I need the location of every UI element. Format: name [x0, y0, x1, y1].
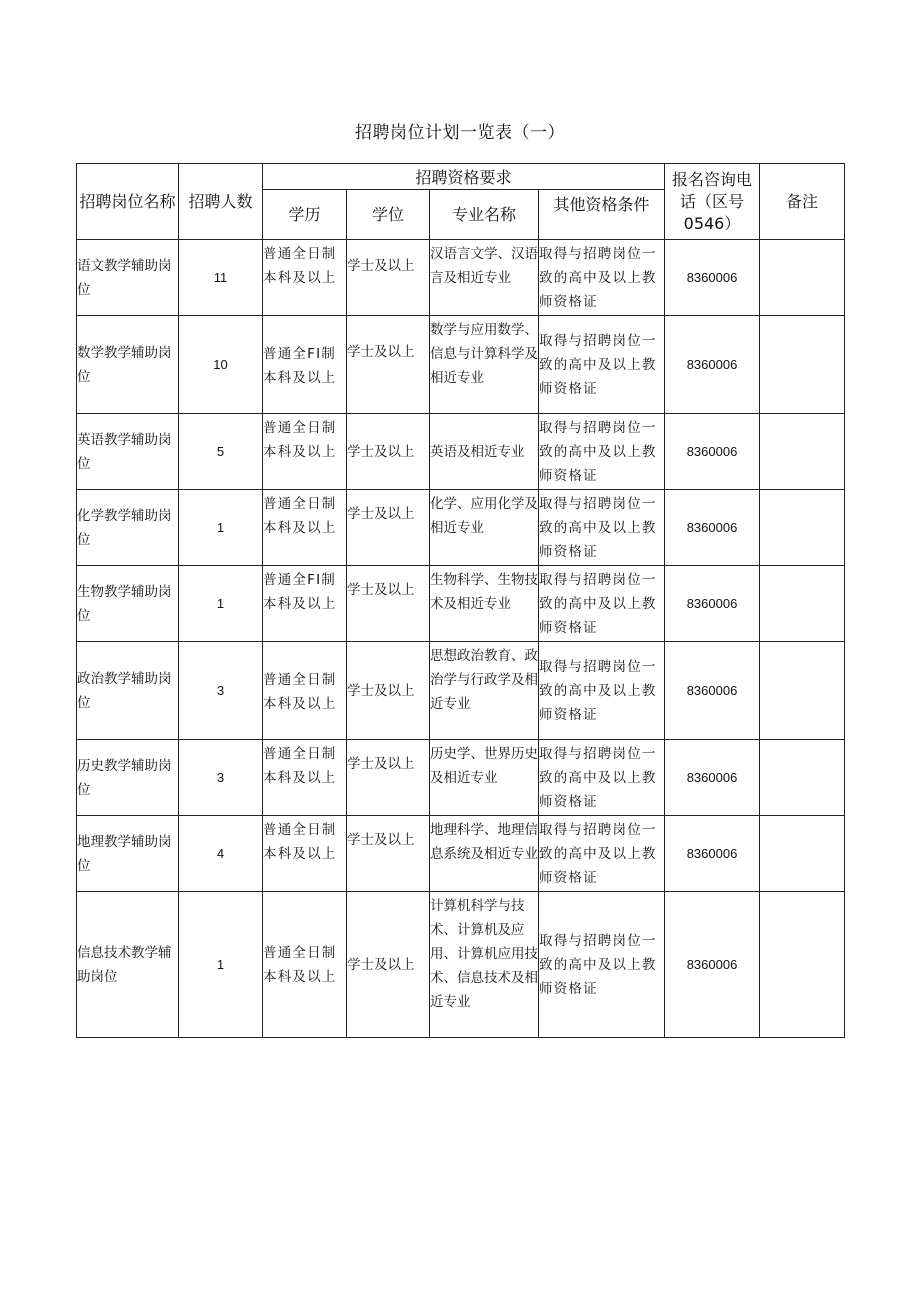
cell-other: 取得与招聘岗位一致的高中及以上教师资格证 [539, 566, 665, 642]
cell-education: 普通全FI制本科及以上 [263, 316, 347, 414]
cell-major: 思想政治教育、政治学与行政学及相近专业 [430, 642, 539, 740]
cell-other: 取得与招聘岗位一致的高中及以上教师资格证 [539, 240, 665, 316]
cell-education: 普通全日制本科及以上 [263, 642, 347, 740]
cell-education: 普通全日制本科及以上 [263, 240, 347, 316]
cell-count: 1 [179, 892, 263, 1038]
cell-education: 普通全日制本科及以上 [263, 892, 347, 1038]
cell-education: 普通全日制本科及以上 [263, 490, 347, 566]
header-other: 其他资格条件 [539, 190, 665, 240]
cell-position: 语文教学辅助岗位 [77, 240, 179, 316]
cell-degree: 学士及以上 [347, 642, 430, 740]
cell-remarks [760, 566, 845, 642]
cell-phone: 8360006 [665, 414, 760, 490]
cell-major: 计算机科学与技术、计算机及应用、计算机应用技术、信息技术及相近专业 [430, 892, 539, 1038]
cell-major: 地理科学、地理信息系统及相近专业 [430, 816, 539, 892]
cell-other: 取得与招聘岗位一致的高中及以上教师资格证 [539, 816, 665, 892]
cell-phone: 8360006 [665, 566, 760, 642]
cell-phone: 8360006 [665, 240, 760, 316]
header-remarks: 备注 [760, 164, 845, 240]
cell-major: 化学、应用化学及相近专业 [430, 490, 539, 566]
cell-position: 英语教学辅助岗位 [77, 414, 179, 490]
cell-major: 英语及相近专业 [430, 414, 539, 490]
cell-education: 普通全日制本科及以上 [263, 414, 347, 490]
cell-phone: 8360006 [665, 490, 760, 566]
cell-degree: 学士及以上 [347, 240, 430, 316]
cell-phone: 8360006 [665, 892, 760, 1038]
cell-position: 政治教学辅助岗位 [77, 642, 179, 740]
cell-position: 生物教学辅助岗位 [77, 566, 179, 642]
cell-position: 历史教学辅助岗位 [77, 740, 179, 816]
table-row [77, 892, 845, 1038]
table-row [77, 490, 845, 566]
cell-major: 生物科学、生物技术及相近专业 [430, 566, 539, 642]
table-row [77, 816, 845, 892]
cell-phone: 8360006 [665, 316, 760, 414]
cell-education: 普通全日制本科及以上 [263, 816, 347, 892]
cell-remarks [760, 414, 845, 490]
cell-count: 1 [179, 490, 263, 566]
table-row [77, 566, 845, 642]
cell-phone: 8360006 [665, 740, 760, 816]
cell-major: 数学与应用数学、信息与计算科学及相近专业 [430, 316, 539, 414]
cell-phone: 8360006 [665, 642, 760, 740]
cell-degree: 学士及以上 [347, 490, 430, 566]
cell-count: 4 [179, 816, 263, 892]
cell-position: 数学教学辅助岗位 [77, 316, 179, 414]
header-count: 招聘人数 [179, 164, 263, 240]
cell-degree: 学士及以上 [347, 892, 430, 1038]
header-major: 专业名称 [430, 190, 539, 240]
cell-remarks [760, 892, 845, 1038]
cell-other: 取得与招聘岗位一致的高中及以上教师资格证 [539, 490, 665, 566]
cell-count: 5 [179, 414, 263, 490]
cell-major: 历史学、世界历史及相近专业 [430, 740, 539, 816]
cell-remarks [760, 316, 845, 414]
cell-count: 11 [179, 240, 263, 316]
cell-other: 取得与招聘岗位一致的高中及以上教师资格证 [539, 316, 665, 414]
cell-degree: 学士及以上 [347, 566, 430, 642]
cell-other: 取得与招聘岗位一致的高中及以上教师资格证 [539, 740, 665, 816]
cell-major: 汉语言文学、汉语言及相近专业 [430, 240, 539, 316]
cell-phone: 8360006 [665, 816, 760, 892]
cell-other: 取得与招聘岗位一致的高中及以上教师资格证 [539, 414, 665, 490]
cell-degree: 学士及以上 [347, 316, 430, 414]
cell-count: 1 [179, 566, 263, 642]
header-requirements: 招聘资格要求 [263, 164, 665, 190]
cell-count: 3 [179, 740, 263, 816]
cell-count: 3 [179, 642, 263, 740]
cell-other: 取得与招聘岗位一致的高中及以上教师资格证 [539, 642, 665, 740]
header-education: 学历 [263, 190, 347, 240]
cell-count: 10 [179, 316, 263, 414]
header-row-top [77, 164, 845, 190]
cell-position: 信息技术教学辅助岗位 [77, 892, 179, 1038]
cell-remarks [760, 240, 845, 316]
header-degree: 学位 [347, 190, 430, 240]
header-phone: 报名咨询电话（区号0546） [665, 164, 760, 240]
cell-degree: 学士及以上 [347, 414, 430, 490]
table-row [77, 740, 845, 816]
table-row [77, 414, 845, 490]
cell-degree: 学士及以上 [347, 740, 430, 816]
cell-remarks [760, 490, 845, 566]
cell-degree: 学士及以上 [347, 816, 430, 892]
cell-other: 取得与招聘岗位一致的高中及以上教师资格证 [539, 892, 665, 1038]
cell-position: 地理教学辅助岗位 [77, 816, 179, 892]
header-position: 招聘岗位名称 [77, 164, 179, 240]
cell-position: 化学教学辅助岗位 [77, 490, 179, 566]
table-row [77, 642, 845, 740]
cell-remarks [760, 816, 845, 892]
table-row [77, 240, 845, 316]
page-title: 招聘岗位计划一览表（一） [355, 123, 565, 143]
table-row [77, 316, 845, 414]
cell-remarks [760, 642, 845, 740]
recruitment-plan-table [76, 163, 845, 1038]
cell-education: 普通全日制本科及以上 [263, 740, 347, 816]
cell-education: 普通全FI制本科及以上 [263, 566, 347, 642]
cell-remarks [760, 740, 845, 816]
